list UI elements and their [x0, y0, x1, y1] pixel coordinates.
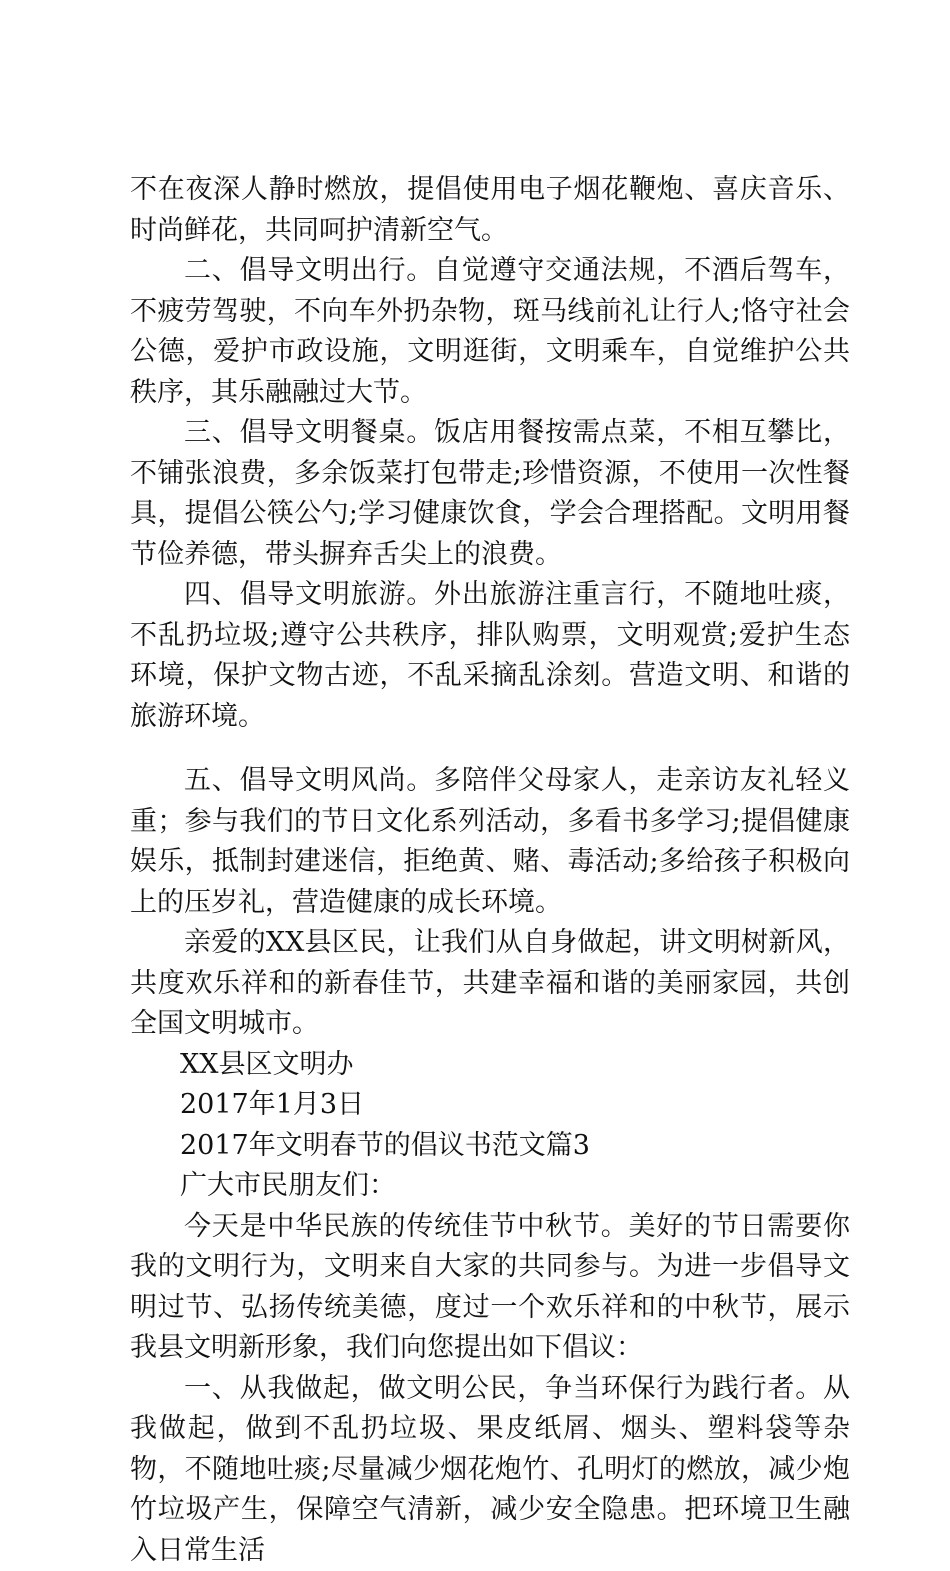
paragraph-civilized-customs: 五、倡导文明风尚。多陪伴父母家人，走亲访友礼轻义重；参与我们的节日文化系列活动，多看书多学习;提倡健康娱乐，抵制封建迷信，拒绝黄、赌、毒活动;多给孩子积极向上的压岁礼，营造健康的成长环境。 [130, 761, 850, 923]
section-title: 2017年文明春节的倡议书范文篇3 [130, 1126, 850, 1167]
paragraph-civilized-travel: 二、倡导文明出行。自觉遵守交通法规，不酒后驾车，不疲劳驾驶，不向车外扔杂物，斑马线前礼让行人;恪守社会公德，爱护市政设施，文明逛街，文明乘车，自觉维护公共秩序，其乐融融过大节。 [130, 251, 850, 413]
paragraph-civilized-dining: 三、倡导文明餐桌。饭店用餐按需点菜，不相互攀比，不铺张浪费，多余饭菜打包带走;珍惜资源，不使用一次性餐具，提倡公筷公勺;学习健康饮食，学会合理搭配。文明用餐节俭养德，带头摒弃舌尖上的浪费。 [130, 413, 850, 575]
paragraph-continuation: 不在夜深人静时燃放，提倡使用电子烟花鞭炮、喜庆音乐、时尚鲜花，共同呵护清新空气。 [130, 170, 850, 251]
signature-date: 2017年1月3日 [130, 1085, 850, 1126]
document-body [130, 170, 850, 1571]
paragraph-closing-appeal: 亲爱的XX县区民，让我们从自身做起，讲文明树新风，共度欢乐祥和的新春佳节，共建幸福和谐的美丽家园，共创全国文明城市。 [130, 923, 850, 1045]
paragraph-civilized-tourism: 四、倡导文明旅游。外出旅游注重言行，不随地吐痰，不乱扔垃圾;遵守公共秩序，排队购票，文明观赏;爱护生态环境，保护文物古迹，不乱采摘乱涂刻。营造文明、和谐的旅游环境。 [130, 575, 850, 737]
paragraph-introduction: 今天是中华民族的传统佳节中秋节。美好的节日需要你我的文明行为，文明来自大家的共同参与。为进一步倡导文明过节、弘扬传统美德，度过一个欢乐祥和的中秋节，展示我县文明新形象，我们向您提出如下倡议： [130, 1207, 850, 1369]
paragraph-environmental-proposal: 一、从我做起，做文明公民，争当环保行为践行者。从我做起，做到不乱扔垃圾、果皮纸屑、烟头、塑料袋等杂物，不随地吐痰;尽量减少烟花炮竹、孔明灯的燃放，减少炮竹垃圾产生，保障空气清新，减少安全隐患。把环境卫生融入日常生活 [130, 1369, 850, 1571]
salutation: 广大市民朋友们： [130, 1166, 850, 1207]
signature-organization: XX县区文明办 [130, 1045, 850, 1086]
